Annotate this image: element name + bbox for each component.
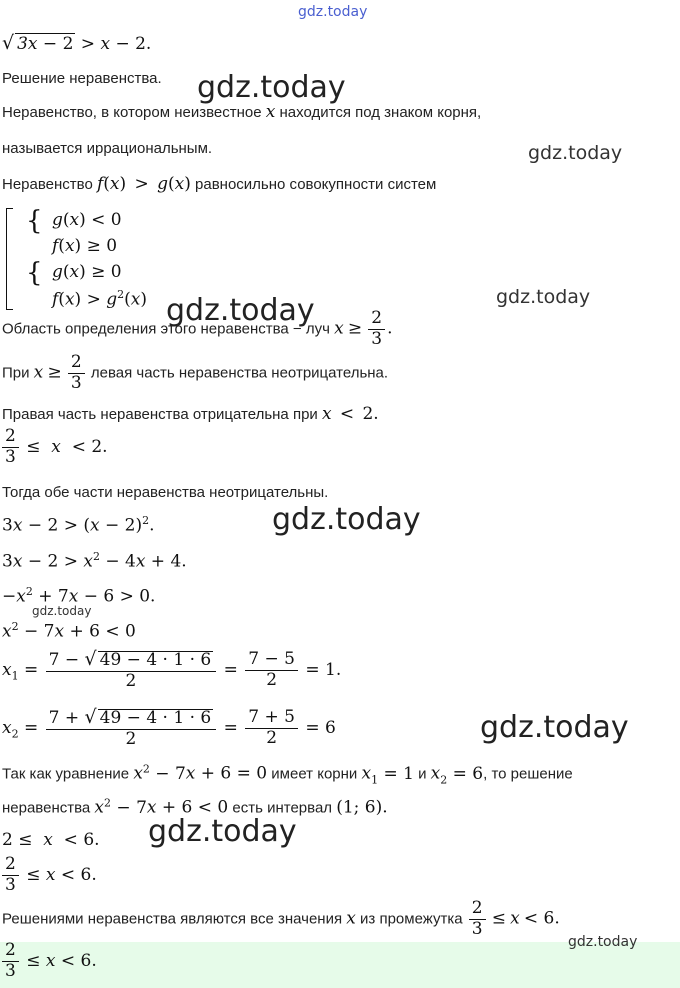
root-2: $x_2$ = $\frac{7 + √ 49 - 4 \cdot 1 \cdot 6}{2}$ = $\frac{7 + 5}{2}$ = 6 bbox=[2, 706, 336, 749]
interval-1: $\frac{2}{3}$ ≤ x < 2. bbox=[0, 428, 108, 467]
system-brace-1: { bbox=[26, 206, 43, 236]
watermark: gdz.today bbox=[528, 142, 623, 164]
step-expand: $3x - 2 > x^2 - 4x + 4$. bbox=[2, 550, 187, 572]
definition-line-1: Неравенство, в котором неизвестное x находится под знаком корня, bbox=[2, 102, 482, 122]
watermark: gdz.today bbox=[480, 710, 629, 745]
interval-3: $\frac{2}{3}$ ≤ x < 6. bbox=[0, 856, 97, 895]
watermark: gdz.today bbox=[272, 502, 421, 537]
watermark: gdz.today bbox=[166, 293, 315, 328]
watermark-top: gdz.today bbox=[298, 4, 368, 20]
final-statement: Решениями неравенства являются все значения x из промежутка $\frac{2}{3}$ ≤ x < 6. bbox=[2, 898, 560, 939]
right-side-negative: Правая часть неравенства отрицательна при x < 2. bbox=[2, 404, 379, 424]
step-quadratic: $x^2 - 7x + 6 < 0$ bbox=[2, 620, 136, 642]
solution-title: Решение неравенства. bbox=[2, 70, 162, 87]
system-1-line-2: f(x) ≥ 0 bbox=[52, 236, 118, 256]
watermark: gdz.today bbox=[148, 814, 297, 849]
final-answer: $\frac{2}{3}$ ≤ x < 6. bbox=[0, 942, 97, 981]
problem-statement: √ 3x − 2 > x − 2. bbox=[2, 32, 152, 54]
conclusion-line-2: неравенства $x^2 - 7x + 6 < 0$ есть интервал (1; 6). bbox=[2, 796, 388, 818]
watermark: gdz.today bbox=[197, 70, 346, 105]
system-2-line-2: $f(x) > g^2(x)$ bbox=[52, 288, 147, 310]
watermark: gdz.today bbox=[32, 604, 92, 618]
system-brace-2: { bbox=[26, 258, 43, 288]
conclusion-line-1: Так как уравнение $x^2 - 7x + 6 = 0$ имеет корни $x_1 = 1$ и $x_2 = 6$, то решение bbox=[2, 762, 573, 787]
equivalence-statement: Неравенство f(x) > g(x) равносильно совокупности систем bbox=[2, 174, 437, 194]
domain-statement: Область определения этого неравенства − луч x ≥ $\frac{2}{3}$ . bbox=[2, 308, 393, 349]
watermark: gdz.today bbox=[496, 286, 591, 308]
definition-line-2: называется иррациональным. bbox=[2, 140, 213, 157]
left-side-nonnegative: При x ≥ $\frac{2}{3}$ левая часть неравенства неотрицательна. bbox=[2, 352, 389, 393]
root-1: $x_1$ = $\frac{7 - √ 49 - 4 \cdot 1 \cdot 6}{2}$ = $\frac{7 - 5}{2}$ = 1. bbox=[2, 648, 342, 691]
step-square: $3x - 2 > (x - 2)^2$. bbox=[2, 514, 155, 536]
system-1-line-1: g(x) < 0 bbox=[52, 210, 122, 230]
system-2-line-1: g(x) ≥ 0 bbox=[52, 262, 122, 282]
set-bracket bbox=[6, 208, 13, 310]
interval-2: 2 ≤ x < 6. bbox=[2, 830, 100, 850]
watermark: gdz.today bbox=[568, 934, 638, 950]
step-rearrange: $-x^2 + 7x - 6 > 0$. bbox=[2, 585, 156, 607]
both-sides-nonnegative: Тогда обе части неравенства неотрицательны. bbox=[2, 484, 329, 501]
